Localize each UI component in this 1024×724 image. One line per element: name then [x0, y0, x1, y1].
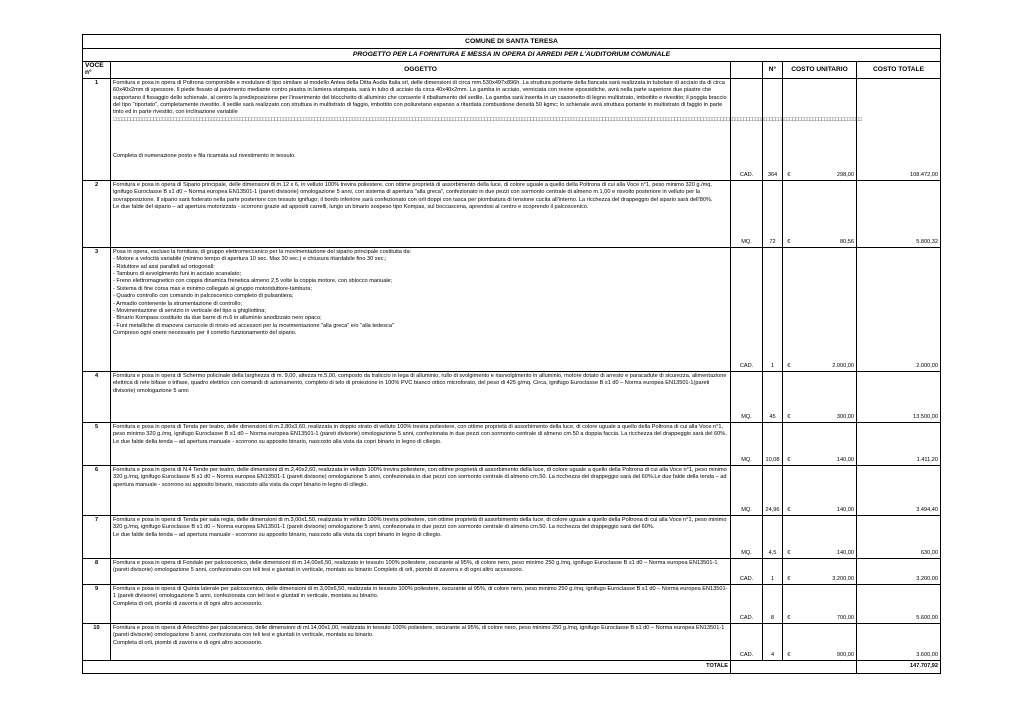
item-quantity: 8 — [763, 584, 783, 623]
description-paragraph: - Freno elettromagnetico con coppia dinamica frenetica almeno 2,5 volte la coppia motore, con sblocco manuale; — [113, 278, 393, 285]
description-paragraph: Fornitura e posa in opera di Tenda per sala regia, delle dimensioni di m.3,00x1,50, realizzata in velluto 100% trevira poliestere, con ottime proprietà di assorbimento della luce, di colore uguale a quello della Poltrona di cui alla Voce n°1, peso minimo 320 g./mq, ignifugo Euroclasse B s1 d0 – Norma europea EN13501-1 (pareti divisorie) omologazione 5 anni, confezionata in due pezzi con sormonto centrale di almeno cm.50. La ricchezza del drappeggio sarà del 60%. — [113, 516, 727, 531]
table-row — [83, 558, 941, 584]
item-number: 7 — [83, 515, 111, 558]
item-description — [111, 558, 731, 584]
item-total: 3.200,00 — [857, 558, 941, 584]
item-unit: CAD. — [731, 78, 763, 180]
description-paragraph: - Tamburo di avvolgimento funi in acciaio scanalato; — [113, 271, 241, 278]
description-paragraph: Le due falde della tenda – ad apertura manuale - scorrono su apposito binario, nascosto alla vista da copri binario in legno di ciliegio. — [113, 438, 442, 445]
item-description — [111, 371, 731, 422]
item-quantity: 1 — [763, 247, 783, 371]
item-total: 13.500,00 — [857, 371, 941, 422]
column-header-quantity: N° — [763, 62, 783, 79]
item-unit-price: 298,00 — [795, 78, 857, 180]
item-description — [111, 247, 731, 371]
table-row — [83, 180, 941, 247]
item-unit-price: 140,00 — [795, 422, 857, 465]
column-header-oggetto: OGGETTO — [111, 62, 731, 79]
item-number: 8 — [83, 558, 111, 584]
column-header-total-cost: COSTO TOTALE — [857, 62, 941, 79]
item-number: 2 — [83, 180, 111, 247]
column-header-unit — [731, 62, 763, 79]
table-row — [83, 584, 941, 623]
description-paragraph: Fornitura e posa in opera di Arlecchino per palcoscenico, delle dimensioni di ml.14,00x1,00, realizzata in tessuto 100% poliestere, oscurante al 95%, di colore nero, peso minimo 250 g./mq, ignifugo Euroclasse B s1 d0 – Norma europea EN13501-1 (pareti divisorie) omologazione 5 anni, confezionata con teli tesi e giuntati in verticale, montata su binario. — [113, 624, 725, 639]
description-paragraph: Completa di numerazione posto e fila ricamata sul rivestimento in tessuto. — [113, 152, 296, 159]
document-title: COMUNE DI SANTA TERESA — [83, 35, 941, 49]
item-unit: MQ. — [731, 422, 763, 465]
currency-symbol: € — [783, 180, 795, 247]
item-quantity: 24,96 — [763, 465, 783, 515]
description-paragraph: Fornitura e posa in opera di Quinta laterale per palcoscenico, delle dimensioni di m.3,00x6,50, realizzata in tessuto 100% poliestere, oscurante al 95%, di colore nero, peso minimo 250 g./mq, ignifugo Euroclasse B s1 d0 – Norma europea EN13501-1 (pareti divisorie) omologazione 5 anni, confezionata con teli tesi e giuntati in verticale, montata su binario. — [113, 585, 728, 600]
item-quantity: 4 — [763, 623, 783, 660]
item-unit-price: 140,00 — [795, 465, 857, 515]
item-number: 3 — [83, 247, 111, 371]
item-unit: CAD. — [731, 247, 763, 371]
item-description — [111, 623, 731, 660]
table-row — [83, 247, 941, 371]
description-paragraph: Fornitura e posa in opera di N.4 Tende per teatro, delle dimensioni di m.2,40x2,60, realizzata in velluto 100% trevira poliestere, con ottime proprietà di assorbimento della luce, di colore uguale a quello della Poltrona di cui alla Voce n°1, peso minimo 320 g./mq, ignifugo Euroclasse B s1 d0 – Norma europea EN13501-1 (pareti divisorie) omologazione 5 anni, confezionata in due pezzi con sormonto centrale di almeno cm.50. La ricchezza del drappeggio sarà del 60%.Le due falde della tenda – ad apertura manuale - scorrono su apposito binario, nascosto alla vista da copri binario in legno di ciliegio. — [113, 466, 727, 488]
document-subtitle: PROGETTO PER LA FORNITURA E MESSA IN OPERA DI ARREDI PER L'AUDITORIUM COMUNALE — [83, 49, 941, 62]
total-spacer — [731, 660, 857, 673]
description-paragraph: - Motore a velocità variabile (minimo tempo di apertura 10 sec. Max 30 sec.) e chiusura ritardabile fino 30 sec.; — [113, 256, 387, 263]
currency-symbol: € — [783, 247, 795, 371]
table-row — [83, 78, 941, 180]
description-paragraph: - Funi metalliche di manovra carrucole di rinvio ed accessori per la movimentazione "alla greca" e/o "alla tedesca" — [113, 322, 394, 329]
item-unit-price: 300,00 — [795, 371, 857, 422]
currency-symbol: € — [783, 371, 795, 422]
spacer — [113, 131, 728, 153]
item-unit: MQ. — [731, 465, 763, 515]
item-description — [111, 422, 731, 465]
description-paragraph: Posa in opera, escluso la fornitura, di gruppo elettromeccanico per la movimentazione del sipario principale costituita da: — [113, 248, 412, 255]
item-total: 630,00 — [857, 515, 941, 558]
item-total: 108.472,00 — [857, 78, 941, 180]
column-header-unit-cost: COSTO UNITARIO — [783, 62, 857, 79]
item-number: 10 — [83, 623, 111, 660]
item-description — [111, 180, 731, 247]
item-unit: CAD. — [731, 623, 763, 660]
item-quantity: 72 — [763, 180, 783, 247]
item-unit-price: 3.200,00 — [795, 558, 857, 584]
item-number: 1 — [83, 78, 111, 180]
item-unit-price: 2.000,00 — [795, 247, 857, 371]
total-label: TOTALE — [83, 660, 731, 673]
item-unit: CAD. — [731, 558, 763, 584]
item-unit-price: 900,00 — [795, 623, 857, 660]
currency-symbol: € — [783, 584, 795, 623]
item-number: 9 — [83, 584, 111, 623]
table-row — [83, 465, 941, 515]
currency-symbol: € — [783, 558, 795, 584]
description-paragraph: - Armadio contenente la strumentazione di controllo; — [113, 300, 243, 307]
description-paragraph: Completa di orli, piombi di zavorra e di ogni altro accessorio. — [113, 639, 263, 646]
item-quantity: 4,5 — [763, 515, 783, 558]
item-total: 1.411,20 — [857, 422, 941, 465]
description-paragraph: Fornitura e posa in opera di Fondale per palcoscenico, delle dimensioni di m.14,00x6,50, realizzato in tessuto 100% poliestere, oscurante al 95%, di colore nero, peso minimo 250 g./mq, ignifugo Euroclasse B s1 d0 – Norma europea EN13501-1 (pareti divisorie) omologazione 5 anni, confezionato con teli tesi e giuntati in verticale, montato su binario Completo di orli, piombi di zavorra e di ogni altro accessorio. — [113, 559, 718, 574]
item-unit: MQ. — [731, 371, 763, 422]
item-total: 5.800,32 — [857, 180, 941, 247]
currency-symbol: € — [783, 465, 795, 515]
description-paragraph: Fornitura e posa in opera di Sipario principale, delle dimensioni di m.12 x 6, in velluto 100% trevira poliestere, con ottime proprietà di assorbimento della luce, di colore uguale a quello della Poltrona di cui alla Voce n°1, peso minimo 320 g./mq, ignifugo Euroclasse B s1 d0 – Norma europea EN13501-1 (pareti divisorie) omologazione 5 anni, con sistema di apertura "alla greca", confezionato in due pezzi con sormonto centrale di almeno m.1,00 e risvolto posteriore in velluto per la sovrapposizione. Il sipario sarà foderato nella parte posteriore con tessuto ignifugo; il bordo inferiore sarà confezionato con orli doppi con tasca per piombatura di tensione cucita all'interno. La ricchezza del drappeggio del sipario sarà dell'80%. — [113, 181, 713, 203]
item-description — [111, 465, 731, 515]
description-paragraph: Fornitura e posa in opera di Poltrona componibile e modulare di tipo similare al modello Antea della Ditta Audia Italia srl, delle dimensioni di circa mm.530x497x896h. La struttura portante della fiancata sarà realizzata in tubolare di acciaio da di circa 60x40x2mm di spessore. Il piede fissato al pavimento mediante contro piastra in lamiera stampata, sarà in tubo di acciaio da circa 40x40x2mm. La gamba in acciaio, verniciata con resine epossidiche, avrà nella parte superiore due piastre che supportano il fissaggio dello schienale, al centro la predisposizione per l'inserimento del blocchetto di alluminio che consente il ribaltamento del sedile. La gamba sarà inserita in un cassonetto di legno multistrato, imbottito e rivestito; il poggia braccio del tipo "riportato", completamente rivestito. Il sedile sarà realizzato con struttura in multistrato di faggio, imbottito con poliuretano espanso a ritardata combustione densità 50 kgmc; lo schienale avrà struttura portante in multistrato di faggio in parte tinto ed in parte rivestito, con inclinazione variabile — [113, 79, 727, 116]
description-paragraph: Le due falde della tenda – ad apertura manuale - scorrono su apposito binario, nascosto alla vista da copri binario in legno di ciliegio. — [113, 531, 442, 538]
table-row — [83, 515, 941, 558]
item-total: 5.600,00 — [857, 584, 941, 623]
item-quantity: 1 — [763, 558, 783, 584]
item-number: 5 — [83, 422, 111, 465]
grand-total: 147.707,92 — [857, 660, 941, 673]
total-row — [83, 660, 941, 673]
currency-symbol: € — [783, 623, 795, 660]
description-paragraph: - Quadro controllo con comando in palcoscenico completo di pulsantiera; — [113, 293, 294, 300]
table-row — [83, 371, 941, 422]
item-quantity: 10,08 — [763, 422, 783, 465]
item-quantity: 364 — [763, 78, 783, 180]
description-paragraph: Le due falde del sipario – ad apertura motorizzata - scorrono grazie ad appositi carrelli, lungo un binario sospeso tipo Kompas, sul boccascena, aprendosi al centro e scoprendo il palcoscenico. — [113, 204, 589, 211]
cost-estimate-table — [82, 34, 941, 674]
currency-symbol: € — [783, 422, 795, 465]
item-unit-price: 140,00 — [795, 515, 857, 558]
garbled-glyph-strip: □□□□□□□□□□□□□□□□□□□□□□□□□□□□□□□□□□□□□□□□□□□□□□□□□□□□□□□□□□□□□□□□□□□□□□□□□□□□□□□□□□□□□□□□□□□□□□□□□□□□□□□□□□□□□□□□□□□□□□□□□□□□□□□□□□□□□□□□□□□□□□□□□□□□□□□□□□□□□□□□□□□□□□□□□□□□□□□□□□□□□□□□□□□□□□□□□□□□□□□□□□□□□□□□□□□□□□□□□□□□□□□□□□□□□□□□□□□□□□□□□□□□□□□□□□□□□□□□□□□□ — [113, 116, 862, 123]
item-number: 4 — [83, 371, 111, 422]
description-paragraph: Completa di orli, piombi di zavorra e di ogni altro accessorio. — [113, 600, 263, 607]
currency-symbol: € — [783, 78, 795, 180]
item-unit: MQ. — [731, 515, 763, 558]
table-row — [83, 422, 941, 465]
item-unit: MQ. — [731, 180, 763, 247]
item-description — [111, 515, 731, 558]
item-total: 3.494,40 — [857, 465, 941, 515]
item-unit-price: 80,56 — [795, 180, 857, 247]
description-paragraph: Fornitura e posa in opera di Tenda per teatro, delle dimensioni di m.2,80x3,60, realizzata in doppio strato di velluto 100% trevira poliestere, con ottime proprietà di assorbimento della luce, di colore uguale a quello della Poltrona di cui alla Voce n°1, peso minimo 320 g./mq, ignifugo Euroclasse B s1 d0 – Norma europea EN13501-1 (pareti divisorie) omologazione 5 anni, confezionata in due pezzi con sormonto centrale di almeno cm.50 a doppia faccia. La ricchezza del drappeggio sarà del 60%. — [113, 423, 727, 438]
item-number: 6 — [83, 465, 111, 515]
item-description — [111, 584, 731, 623]
description-paragraph: - Binario Kompass costituito da due barre di m.6 in alluminio anodizzato nero opaco; — [113, 315, 322, 322]
item-unit-price: 700,00 — [795, 584, 857, 623]
item-quantity: 45 — [763, 371, 783, 422]
table-row — [83, 623, 941, 660]
item-total: 3.600,00 — [857, 623, 941, 660]
description-paragraph: Fornitura e posa in opera di Schermo policinale della larghezza di m. 9,00, altezza m.5,00, composto da traliccio in lega di alluminio, rullo di svolgimento e riavvolgimento in alluminio, motore dotato di arresto e paracadute di sicurezza, alimentazione elettrica di rete bifase o trifase, quadro elettrico con comandi di azionamento, completo di telo di proiezione in 100% PVC bianco ottico microforato, del peso di 425 g/mq. Circa, ignifugo Euroclasse B s1 d0 – Norma europea EN13501-1(pareti divisorie) omologazione 5 anni — [113, 372, 727, 394]
column-header-voce: VOCE n° — [83, 62, 111, 79]
description-paragraph: - Sistema di fine corsa max e minimo collegato al gruppo motoriduttore-tambura; — [113, 285, 312, 292]
item-total: 2.000,00 — [857, 247, 941, 371]
description-paragraph: - Riduttore ad assi paralleli ad ortogonali; — [113, 263, 215, 270]
description-paragraph: Compreso ogni onere necessario per il corretto funzionamento del sipario. — [113, 330, 297, 337]
description-paragraph: - Movimentazione di servizio in verticale del tipo a ghigliottina; — [113, 308, 266, 315]
item-unit: CAD. — [731, 584, 763, 623]
currency-symbol: € — [783, 515, 795, 558]
